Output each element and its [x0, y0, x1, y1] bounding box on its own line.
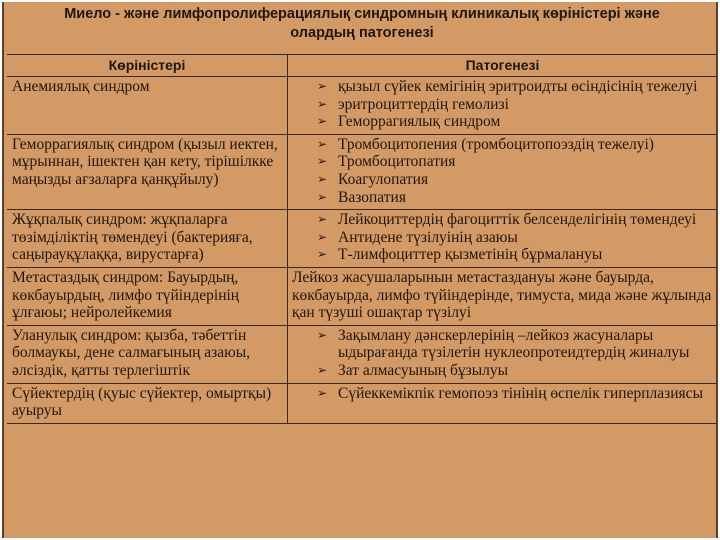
table-row — [7, 134, 717, 209]
symptom-cell: Метастаздық синдром: Бауырдың, көкбауырдың, лимфо түйіндерінің ұлғаюы; нейролейкемия — [7, 267, 288, 325]
item-text: Коагулопатия — [338, 170, 429, 188]
title-line-2: олардың патогенезі — [290, 25, 434, 41]
slide-panel — [2, 2, 718, 538]
arrow-bullet-icon: ➢ — [317, 229, 328, 244]
arrow-bullet-icon: ➢ — [317, 362, 328, 377]
list-item — [293, 246, 713, 264]
table-row — [7, 210, 717, 268]
list-item — [293, 136, 713, 154]
arrow-bullet-icon: ➢ — [317, 385, 328, 400]
list-item — [293, 362, 713, 380]
list-item — [293, 229, 713, 247]
list-item — [293, 211, 713, 229]
arrow-bullet-icon: ➢ — [317, 171, 328, 186]
list-item — [293, 171, 713, 189]
pathogenesis-list — [293, 211, 713, 264]
slide-title — [4, 2, 720, 49]
item-text: Вазопатия — [338, 188, 406, 206]
list-item — [293, 327, 713, 362]
table-row — [7, 267, 717, 325]
pathogenesis-list — [293, 78, 713, 131]
list-item — [293, 78, 713, 96]
pathogenesis-cell — [288, 77, 718, 135]
item-text: Зақымлану дәнскерлерінің –лейкоз жасуналары ыдырағанда түзілетін нуклеопротеидтердің жиналуы — [338, 326, 690, 362]
item-text: қызыл сүйек кемігінің эритроидты өсіндісінің тежелуі — [338, 78, 698, 95]
pathogenesis-list — [293, 385, 713, 403]
syndrome-table — [7, 54, 717, 424]
arrow-bullet-icon: ➢ — [317, 154, 328, 169]
list-item — [293, 385, 713, 403]
item-text: Тромбоцитопения (тромбоцитопоэздің тежелуі) — [338, 135, 654, 153]
pathogenesis-list — [293, 327, 713, 380]
item-text: Т-лимфоциттер қызметінің бұрмалануы — [338, 246, 603, 264]
symptom-cell: Жұқпалық синдром: жұқпаларға төзімділіктің төмендеуі (бактерияға, саңырауқұлаққа, вирустарға) — [7, 210, 288, 268]
item-text: Тромбоцитопатия — [338, 153, 456, 171]
pathogenesis-cell — [288, 383, 718, 423]
arrow-bullet-icon: ➢ — [317, 189, 328, 204]
symptom-cell: Анемиялық синдром — [7, 77, 288, 135]
symptom-cell: Сүйектердің (қуыс сүйектер, омыртқы) ауыруы — [7, 383, 288, 423]
list-item — [293, 96, 713, 114]
header-pathogenesis: Патогенезі — [288, 55, 718, 77]
arrow-bullet-icon: ➢ — [317, 79, 328, 93]
pathogenesis-cell — [288, 134, 718, 209]
header-manifestations: Көріністері — [7, 55, 288, 77]
symptom-cell: Уланулық синдром: қызба, тәбеттін болмаукы, дене салмағының азаюы, әлсіздік, қатты терлегіштік — [7, 325, 288, 383]
item-text: эритроциттердің гемолизі — [338, 95, 509, 113]
table-header-row — [7, 55, 717, 77]
title-line-1: Миело - және лимфопролиферациялық синдромның клиникалық көріністері және — [64, 6, 660, 22]
table-row — [7, 325, 717, 383]
table-row — [7, 77, 717, 135]
pathogenesis-list — [293, 136, 713, 206]
arrow-bullet-icon: ➢ — [317, 136, 328, 151]
item-text: Антидене түзілуінің азаюы — [338, 228, 518, 246]
item-text: Геморрагиялық синдром — [338, 113, 501, 131]
pathogenesis-cell: Лейкоз жасушаларынын метастаздануы және бауырда, көкбауырда, лимфо түйіндерінде, тимуста, мида және жұлында қан түзуші ошақтар түзілуі — [288, 267, 718, 325]
item-text: Зат алмасуының бұзылуы — [338, 361, 509, 379]
list-item — [293, 153, 713, 171]
table-row — [7, 383, 717, 423]
item-text: Лейкоциттердің фагоциттік белсенделігінің төмендеуі — [338, 211, 697, 229]
list-item — [293, 113, 713, 131]
arrow-bullet-icon: ➢ — [317, 327, 328, 342]
arrow-bullet-icon: ➢ — [317, 247, 328, 262]
item-text: Сүйеккемікпік гемопоэз тінінің өспелік гиперплазиясы — [338, 384, 703, 402]
arrow-bullet-icon: ➢ — [317, 96, 328, 111]
arrow-bullet-icon: ➢ — [317, 212, 328, 227]
pathogenesis-cell — [288, 325, 718, 383]
arrow-bullet-icon: ➢ — [317, 114, 328, 129]
pathogenesis-cell — [288, 210, 718, 268]
list-item — [293, 189, 713, 207]
symptom-cell: Геморрагиялық синдром (қызыл иектен, мұрыннан, ішектен қан кету, тірішілкке маңызды ағзаларға қанқұйылу) — [7, 134, 288, 209]
